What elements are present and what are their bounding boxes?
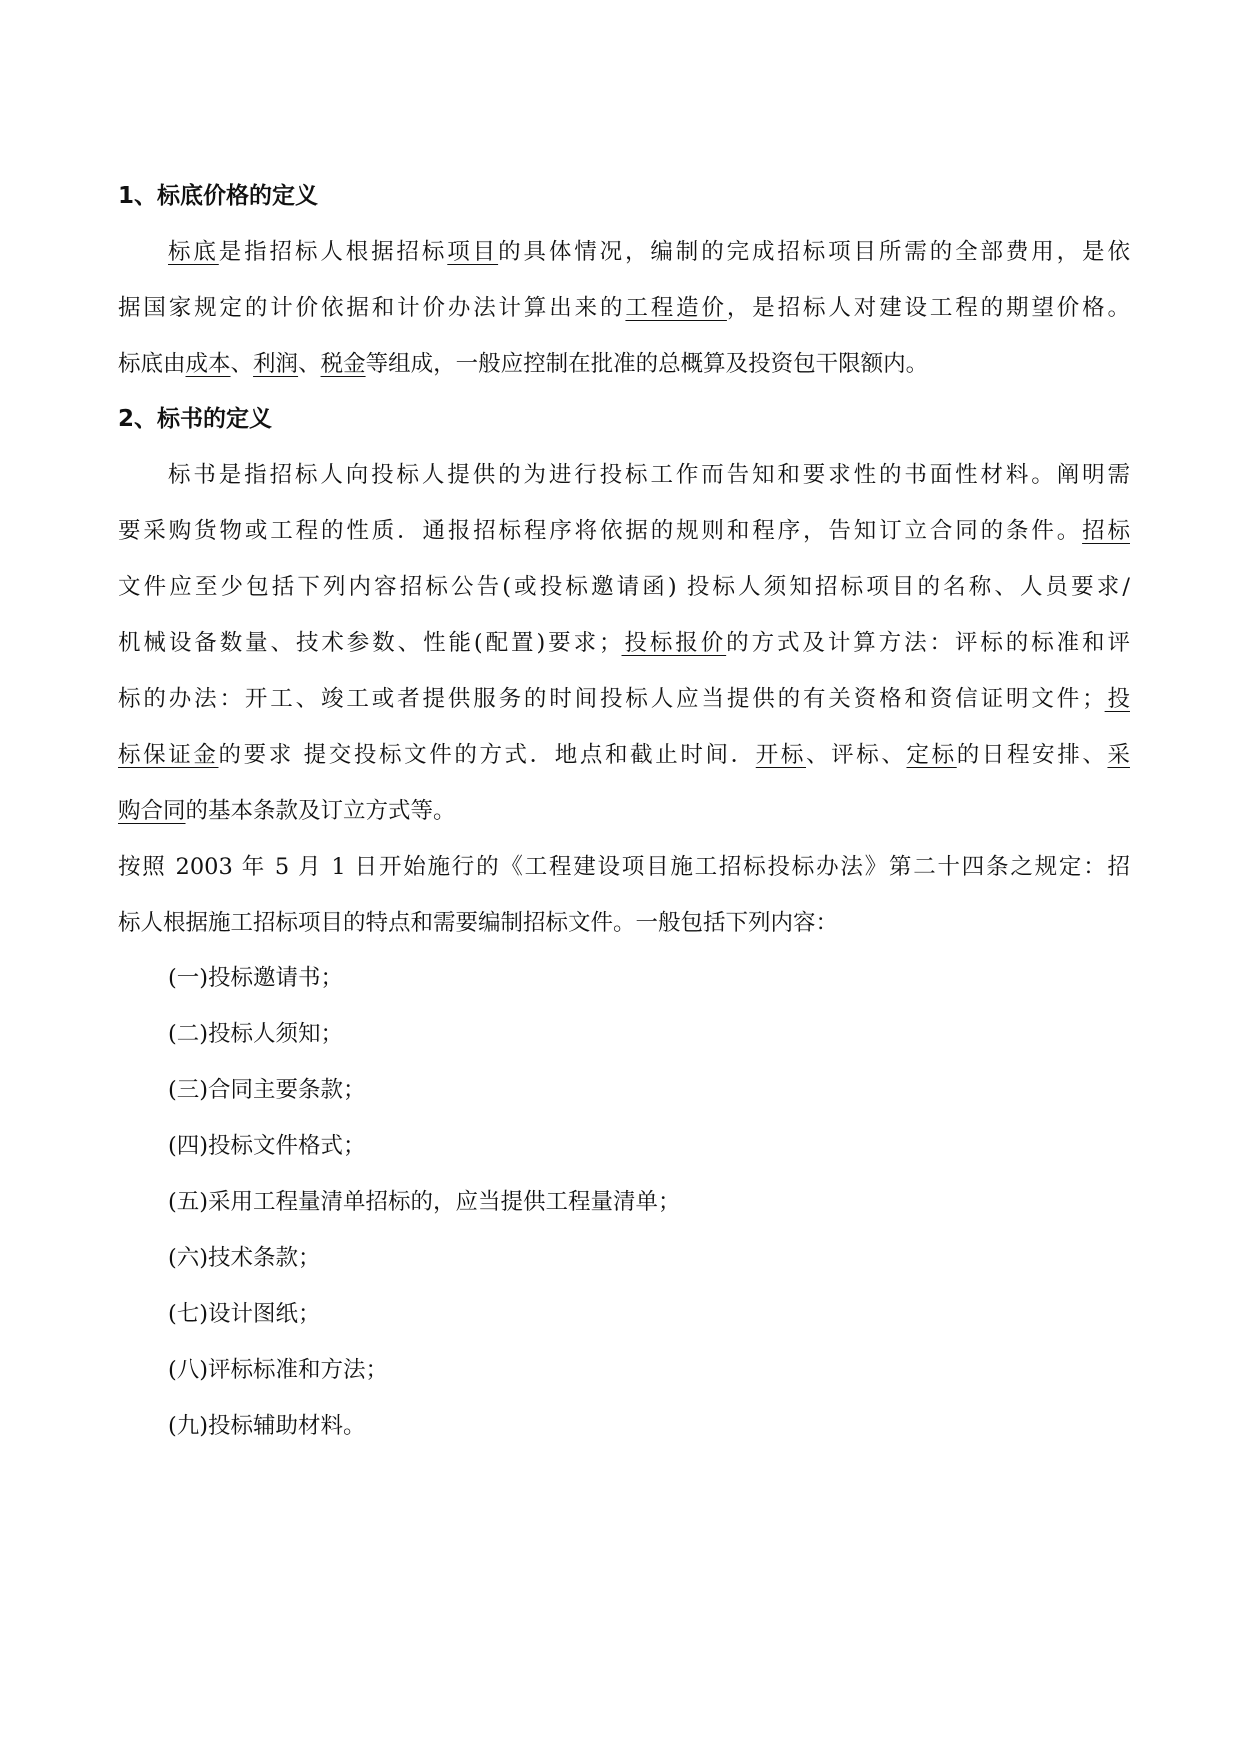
link-dingbiao[interactable]: 定标 — [906, 742, 957, 768]
section-2-line-6: 标保证金的要求 提交投标文件的方式．地点和截止时间．开标、评标、定标的日程安排、采 — [118, 742, 1130, 768]
list-item: (五)采用工程量清单招标的，应当提供工程量清单； — [168, 1189, 681, 1215]
section-2-heading: 2、标书的定义 — [118, 406, 273, 432]
link-kaibiao[interactable]: 开标 — [755, 742, 806, 768]
section-1-line-3: 标底由成本、利润、税金等组成，一般应控制在批准的总概算及投资包干限额内。 — [118, 351, 929, 377]
list-item: (一)投标邀请书； — [168, 965, 344, 991]
list-item: (三)合同主要条款； — [168, 1077, 366, 1103]
section-2-line-5: 标的办法：开工、竣工或者提供服务的时间投标人应当提供的有关资格和资信证明文件；投 — [118, 686, 1130, 712]
section-2-line-3: 文件应至少包括下列内容招标公告(或投标邀请函) 投标人须知招标项目的名称、人员要求/ — [118, 574, 1130, 600]
section-1-line-1: 标底是指招标人根据招标项目的具体情况，编制的完成招标项目所需的全部费用，是依 — [168, 239, 1130, 265]
section-2-line-4: 机械设备数量、技术参数、性能(配置)要求；投标报价的方式及计算方法：评标的标准和评 — [118, 630, 1130, 656]
link-toubiao-baozhengjin-part2[interactable]: 标保证金 — [118, 742, 219, 768]
link-zhaobiao[interactable]: 招标 — [1082, 518, 1130, 544]
list-item: (六)技术条款； — [168, 1245, 321, 1271]
link-toubiao-baojia[interactable]: 投标报价 — [621, 630, 727, 656]
section-2-line-7: 购合同的基本条款及订立方式等。 — [118, 798, 456, 824]
regulation-line-1: 按照 2003 年 5 月 1 日开始施行的《工程建设项目施工招标投标办法》第二十四条之规定：招 — [118, 854, 1130, 880]
section-2-line-1: 标书是指招标人向投标人提供的为进行投标工作而告知和要求性的书面性材料。阐明需 — [168, 462, 1130, 488]
regulation-line-2: 标人根据施工招标项目的特点和需要编制招标文件。一般包括下列内容： — [118, 910, 839, 936]
link-caigou-hetong-part2[interactable]: 购合同 — [118, 798, 186, 824]
list-item: (二)投标人须知； — [168, 1021, 344, 1047]
link-lirun[interactable]: 利润 — [253, 351, 299, 377]
link-xiangmu[interactable]: 项目 — [447, 239, 499, 265]
section-1-heading: 1、标底价格的定义 — [118, 183, 319, 209]
link-chengben[interactable]: 成本 — [185, 351, 231, 377]
list-item: (九)投标辅助材料。 — [168, 1413, 366, 1439]
section-2-line-2: 要采购货物或工程的性质．通报招标程序将依据的规则和程序，告知订立合同的条件。招标 — [118, 518, 1130, 544]
list-item: (七)设计图纸； — [168, 1301, 321, 1327]
link-biaodi[interactable]: 标底 — [168, 239, 219, 265]
link-shuijin[interactable]: 税金 — [320, 351, 366, 377]
link-gongcheng-zaojia[interactable]: 工程造价 — [625, 295, 727, 321]
link-caigou-hetong-part1[interactable]: 采 — [1107, 742, 1130, 768]
link-toubiao-baozhengjin-part1[interactable]: 投 — [1104, 686, 1130, 712]
list-item: (八)评标标准和方法； — [168, 1357, 389, 1383]
list-item: (四)投标文件格式； — [168, 1133, 366, 1159]
section-1-line-2: 据国家规定的计价依据和计价办法计算出来的工程造价，是招标人对建设工程的期望价格。 — [118, 295, 1130, 321]
